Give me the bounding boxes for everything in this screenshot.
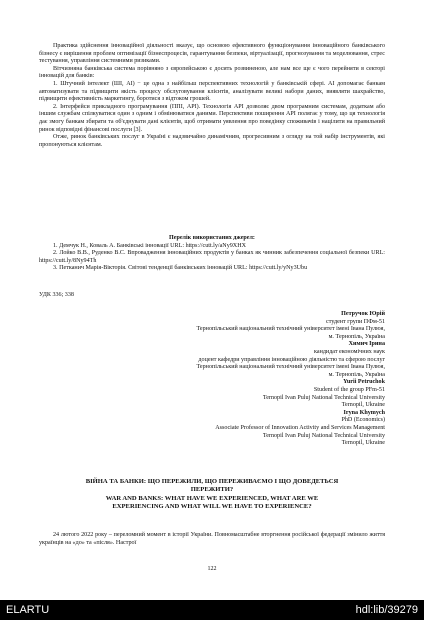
paragraph: 1. Штучний інтелект (ШІ, AI) − це одна з найбільш перспективних технологій у банківській сфері. AI допомагає банкам автоматизувати та підвищити якість процесу обслуговування клієнтів, аналізувати великі набори даних, виявляти шахрайство, підвищити ефективність маркетингу, боротися з відтоком грошей. bbox=[39, 80, 385, 103]
author-line: доцент кафедри управління інноваційною діяльністю та сферою послуг bbox=[198, 356, 385, 363]
author-name: Петручок Юрій bbox=[341, 311, 385, 317]
author-line: Ternopil, Ukraine bbox=[341, 440, 385, 447]
author-line: Ternopil Ivan Puluj National Technical University bbox=[262, 432, 385, 439]
reference-item: 1. Демчук Н., Коваль А. Банківські інновації URL: https://cutt.ly/aNy9XHX bbox=[53, 242, 246, 249]
title-ukrainian: ВІЙНА ТА БАНКИ: ЩО ПЕРЕЖИЛИ, ЩО ПЕРЕЖИВАЄМО І ЩО ДОВЕДЕТЬСЯ ПЕРЕЖИТИ? bbox=[85, 478, 339, 494]
paragraph: 24 лютого 2022 року – переломний момент в історії України. Повномасштабне вторгнення російської федерації змінило життя українців на «до» та «після». Настрої bbox=[39, 532, 385, 546]
reference-item: 3. Петканич Марія-Вікторія. Світові тенденції банківських інновацій URL: https://cutt.ly/yNy3Ubu bbox=[53, 265, 308, 272]
author-line: PhD (Economics) bbox=[341, 417, 385, 424]
intro-section bbox=[39, 43, 385, 149]
udc-code bbox=[39, 292, 385, 300]
authors-block bbox=[39, 311, 385, 448]
author-line: кандидат економічних наук bbox=[314, 348, 385, 355]
paragraph: Вітчизняна банківська система порівняно з європейською є досить розвиненою, але нам все ще є чого перейняти в секторі інновацій для банків: bbox=[39, 65, 385, 80]
paragraph: 2. Інтерфейси прикладного програмування (ППІ, API). Технологія API дозволяє двом програмним системам, додаткам або іншим службам спілкуватися один з одним і обмінюватися даними. Перспективи поширення API полягає у тому, що ця технологія дає змогу банкам збирати та об'єднувати дані клієнтів, щоб отримати уявлення про поведінку споживачів і націлити на правильний ринок відповідні фінансові послуги [3]. bbox=[39, 103, 385, 133]
author-line: студент групи ПФм-51 bbox=[326, 318, 385, 325]
author-name: Yurii Petruchok bbox=[343, 379, 385, 386]
article-title bbox=[80, 478, 344, 512]
paragraph: Отже, ринок банківських послуг в Україні є надзвичайно динамічним, прогресивним з огляду на той набір інструментів, які пропонуються клієнтам. bbox=[39, 134, 385, 148]
author-line: Student of the group PFm-51 bbox=[313, 386, 385, 393]
author-line: Ternopil, Ukraine bbox=[341, 402, 385, 409]
article-body bbox=[39, 532, 385, 547]
author-line: Ternopil Ivan Puluj National Technical University bbox=[262, 394, 385, 401]
author-name: Химич Ірина bbox=[348, 341, 385, 348]
author-line: м. Тернопіль, Україна bbox=[328, 333, 385, 340]
author-line: Тернопільський національний технічний університет імені Івана Пулюя, bbox=[196, 326, 385, 333]
paragraph: Практика здійснення інноваційної діяльності вказує, що основою ефективного функціонування інноваційного банківського бізнесу є вирішення проблем оптимізації бізнеспроцесів, гарантування безпеки, віртуалізації, прогнозування та моделювання, стрес тестування, управління системними ризиками. bbox=[39, 43, 385, 65]
handle-link[interactable]: hdl:lib/39279 bbox=[355, 604, 418, 616]
reference-item: 2. Лойко В.В., Руденко В.С. Впровадження інноваційних продуктів у банках як чинник забезпечення соціальної безпеки URL: https://cutt.ly/8Ny94Th bbox=[39, 250, 385, 264]
title-english: WAR AND BANKS: WHAT HAVE WE EXPERIENCED, WHAT ARE WE EXPERIENCING AND WHAT WILL WE HAVE TO EXPERIENCE? bbox=[105, 494, 319, 511]
page-number: 122 bbox=[207, 566, 217, 572]
author-line: Associate Professor of Innovation Activity and Services Management bbox=[215, 424, 385, 431]
references-title: Перелік використаних джерел: bbox=[169, 235, 255, 241]
repository-footer bbox=[0, 600, 424, 620]
udc-text: УДК 336; 338 bbox=[39, 292, 74, 298]
repository-name: ELARTU bbox=[6, 604, 50, 616]
author-line: м. Тернопіль, Україна bbox=[328, 371, 385, 378]
references-section bbox=[39, 235, 385, 273]
author-line: Тернопільський національний технічний університет імені Івана Пулюя, bbox=[196, 364, 385, 371]
author-name: Iryna Khymych bbox=[343, 409, 385, 416]
